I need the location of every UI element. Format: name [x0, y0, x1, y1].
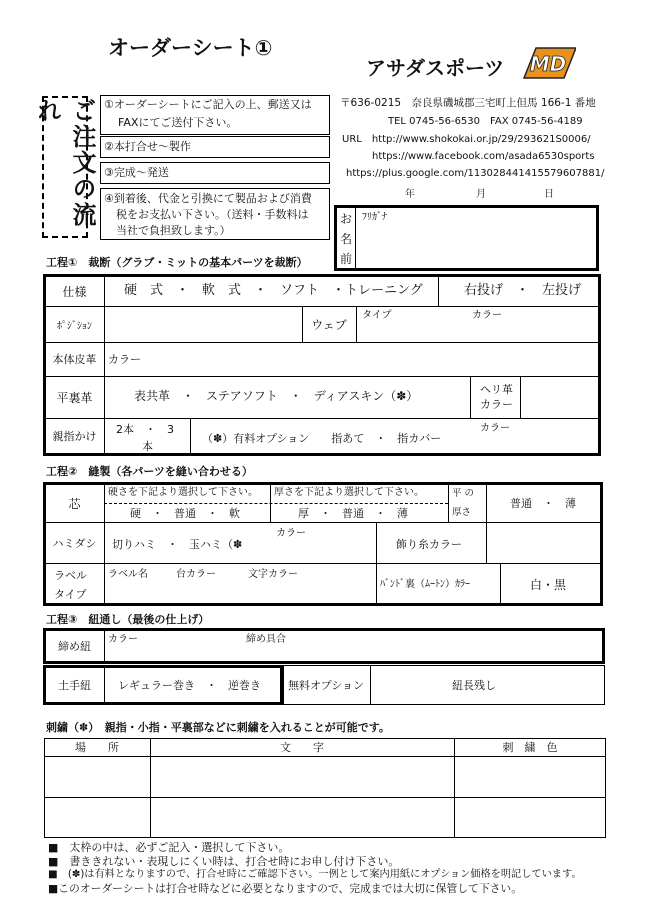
- date-year: 年: [405, 189, 415, 200]
- web-color-label: カラー: [472, 310, 502, 321]
- hira-label-1: 平 の: [452, 488, 475, 499]
- thickness-note: 厚さを下記より選択して下さい。: [274, 487, 424, 498]
- flow-step-1-text-b: FAXにてご送付下さい。: [118, 116, 238, 129]
- name-label-mae: 前: [340, 252, 353, 266]
- flow-step-4-text-a: ④到着後、代金と引換にて製品および消費: [104, 192, 312, 205]
- page-title: オーダーシート①: [108, 36, 273, 60]
- hardness-options[interactable]: 硬 ・ 普通 ・ 軟: [130, 507, 240, 520]
- embroidery-heading: 刺繍（✽） 親指・小指・平裏部などに刺繍を入れることが可能です。: [46, 721, 390, 734]
- flow-step-2-text: ②本打合せ～製作: [104, 140, 191, 153]
- hamidashi-color-label: カラー: [276, 528, 306, 539]
- date-day: 日: [544, 189, 554, 200]
- thumb-options-1[interactable]: 2本 ・ 3: [116, 423, 174, 436]
- thumb-options-2[interactable]: 本: [142, 440, 153, 453]
- lining-options[interactable]: 表共革 ・ ステアソフト ・ ディアスキン（✽）: [134, 389, 419, 403]
- thumb-color-label: カラー: [480, 423, 510, 434]
- col-place: 場 所: [75, 741, 119, 754]
- flow-step-4-text-c: 当社で負担致します。）: [116, 224, 231, 237]
- band-label: ﾊﾞﾝﾄﾞ裏（ﾑｰﾄﾝ）ｶﾗｰ: [380, 579, 470, 590]
- web-type-label: タイプ: [362, 310, 392, 321]
- url-2: https://www.facebook.com/asada6530sports: [372, 151, 595, 162]
- svg-text:MD: MD: [529, 52, 567, 76]
- col-color: 刺 繍 色: [502, 741, 558, 754]
- lace-extra-option[interactable]: 紐長残し: [452, 679, 496, 692]
- note-1: ■ 太枠の中は、必ずご記入・選択して下さい。: [48, 841, 290, 854]
- name-label-o: お: [340, 212, 353, 226]
- name-label-na: 名: [340, 232, 353, 246]
- thumb-paid-option[interactable]: （✽）有料オプション 指あて ・ 指カバー: [202, 432, 442, 445]
- tel-fax: TEL 0745-56-6530 FAX 0745-56-4189: [388, 116, 583, 127]
- date-month: 月: [476, 189, 486, 200]
- step3-heading: 工程③ 紐通し（最後の仕上げ）: [46, 613, 210, 626]
- free-option-label: 無料オプション: [288, 679, 365, 692]
- label-base-color: 台カラー: [176, 569, 216, 580]
- position-label: ﾎﾟｼﾞｼｮﾝ: [57, 320, 92, 332]
- hira-options[interactable]: 普通 ・ 薄: [510, 497, 576, 510]
- label-name: ラベル名: [108, 569, 148, 580]
- body-leather-label: 本体皮革: [52, 353, 97, 366]
- lining-label: 平裏革: [56, 390, 93, 405]
- body-color-label: カラー: [108, 353, 141, 366]
- band-options[interactable]: 白・黒: [530, 578, 567, 592]
- url-1: URL http://www.shokokai.or.jp/29/293621S0006/: [342, 134, 591, 145]
- url-3: https://plus.google.com/113028441415579607881/: [346, 168, 605, 179]
- heri-label-2: カラー: [480, 398, 513, 411]
- brand-logo: [518, 46, 576, 80]
- flow-step-1-text: ①オーダーシートにご記入の上、郵送又は: [104, 98, 312, 111]
- lace-label: 締め紐: [58, 640, 91, 653]
- thickness-options[interactable]: 厚 ・ 普通 ・ 薄: [298, 507, 408, 520]
- flow-step-4-text-b: 税をお支払い下さい。（送料・手数料は: [116, 208, 309, 221]
- label-label-2: タイプ: [54, 588, 87, 601]
- note-2: ■ 書ききれない・表現しにくい時は、打合せ時にお申し付け下さい。: [48, 855, 400, 868]
- hardness-note: 硬さを下記より選択して下さい。: [108, 487, 258, 498]
- thumb-label: 親指かけ: [52, 430, 97, 443]
- spec-options[interactable]: 硬 式 ・ 軟 式 ・ ソフト ・トレーニング: [124, 283, 423, 298]
- label-char-color: 文字カラー: [248, 569, 298, 580]
- brand-name: アサダスポーツ: [366, 56, 505, 80]
- hamidashi-label: ハミダシ: [52, 536, 97, 550]
- hand-options[interactable]: 右投げ ・ 左投げ: [464, 283, 582, 298]
- col-text: 文 字: [280, 741, 324, 754]
- note-4: ■このオーダーシートは打合せ時などに必要となりますので、完成までは大切に保管して下さい。: [48, 882, 523, 895]
- spec-label: 仕様: [62, 284, 87, 299]
- web-label: ウェブ: [311, 317, 347, 332]
- heri-label-1: ヘリ革: [480, 383, 513, 396]
- step2-heading: 工程② 縫製（各パーツを縫い合わせる）: [46, 465, 253, 478]
- flow-step-3-text: ③完成～発送: [104, 166, 169, 179]
- thumb-lace-label: 土手紐: [58, 679, 91, 692]
- order-flow-label: ご注文の流れ: [42, 96, 88, 238]
- lace-tight-label: 締め具合: [246, 634, 286, 645]
- label-label-1: ラベル: [54, 569, 87, 582]
- furigana-label: ﾌﾘｶﾞﾅ: [362, 212, 387, 223]
- address: 〒636-0215 奈良県磯城郡三宅町上但馬 166-1 番地: [340, 97, 596, 109]
- hamidashi-options[interactable]: 切りハミ ・ 玉ハミ（✽: [112, 538, 243, 551]
- note-3: ■ (✽)は有料となりますので、打合せ時にご確認下さい。一例として案内用紙にオプション価格を明記しています。: [48, 869, 582, 880]
- lace-color-label: カラー: [108, 634, 138, 645]
- step1-heading: 工程① 裁断（グラブ・ミットの基本パーツを裁断）: [46, 256, 308, 269]
- thumb-lace-options[interactable]: レギュラー巻き ・ 逆巻き: [118, 679, 261, 692]
- kazari-label: 飾り糸カラー: [396, 538, 462, 551]
- hira-label-2: 厚さ: [452, 507, 472, 518]
- core-label: 芯: [68, 496, 81, 511]
